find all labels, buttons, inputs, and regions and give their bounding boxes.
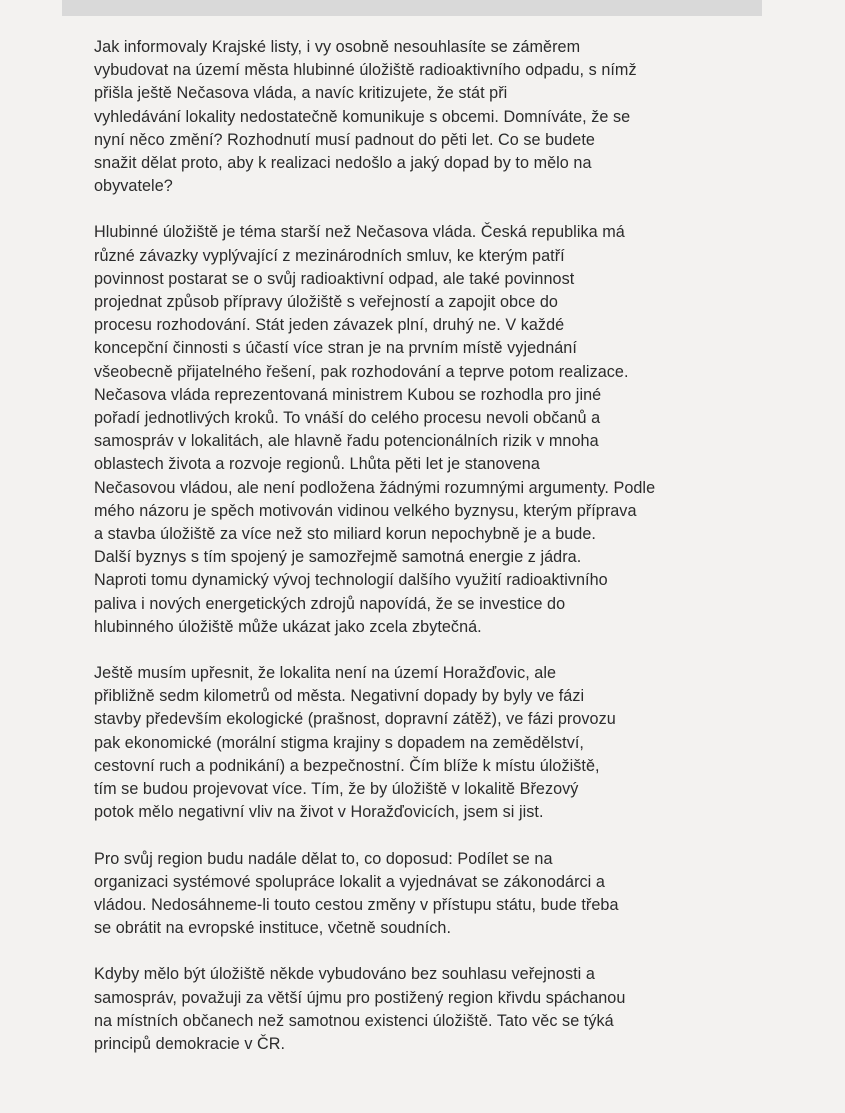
text-line: snažit dělat proto, aby k realizaci nedošlo a jaký dopad by to mělo na: [94, 154, 592, 173]
text-line: Jak informovaly Krajské listy, i vy osobně nesouhlasíte se záměrem: [94, 38, 581, 56]
text-line: tím se budou projevovat více. Tím, že by úložiště v lokalitě Březový: [94, 780, 579, 799]
text-line: potok mělo negativní vliv na život v Horažďovicích, jsem si jist.: [94, 803, 544, 822]
answer-paragraph-2: [94, 662, 734, 824]
text-line: a stavba úložiště za více než sto miliard korun nepochybně je a bude.: [94, 525, 596, 544]
text-line: Další byznys s tím spojený je samozřejmě samotná energie z jádra.: [94, 548, 582, 567]
text-line: mého názoru je spěch motivován vidinou velkého byznysu, kterým příprava: [94, 501, 637, 520]
text-line: hlubinného úložiště může ukázat jako zcela zbytečná.: [94, 617, 482, 636]
text-line: přibližně sedm kilometrů od města. Negativní dopady by byly ve fázi: [94, 687, 585, 706]
text-line: povinnost postarat se o svůj radioaktivní odpad, ale také povinnost: [94, 269, 575, 288]
question-paragraph: [94, 36, 734, 198]
text-line: oblastech života a rozvoje regionů. Lhůta pěti let je stanovena: [94, 455, 540, 474]
text-line: Nečasova vláda reprezentovaná ministrem Kubou se rozhodla pro jiné: [94, 385, 602, 404]
text-line: Naproti tomu dynamický vývoj technologií dalšího využití radioaktivního: [94, 571, 608, 590]
answer-paragraph-3: [94, 848, 734, 941]
text-line: samospráv, považuji za větší újmu pro postižený region křivdu spáchanou: [94, 988, 626, 1007]
text-line: stavby především ekologické (prašnost, dopravní zátěž), ve fázi provozu: [94, 710, 616, 729]
text-line: na místních občanech než samotnou existenci úložiště. Tato věc se týká: [94, 1011, 614, 1030]
top-scan-edge: [62, 0, 762, 16]
text-line: všeobecně přijatelného řešení, pak rozhodování a teprve potom realizace.: [94, 362, 629, 381]
text-line: Nečasovou vládou, ale není podložena žádnými rozumnými argumenty. Podle: [94, 478, 656, 497]
text-line: principů demokracie v ČR.: [94, 1034, 286, 1053]
text-line: vybudovat na území města hlubinné úložiště radioaktivního odpadu, s nímž: [94, 61, 637, 80]
text-line: projednat způsob přípravy úložiště s veřejností a zapojit obce do: [94, 293, 558, 312]
text-line: Hlubinné úložiště je téma starší než Nečasova vláda. Česká republika má: [94, 223, 625, 242]
text-line: procesu rozhodování. Stát jeden závazek plní, druhý ne. V každé: [94, 316, 565, 335]
text-line: vyhledávání lokality nedostatečně komunikuje s obcemi. Domníváte, že se: [94, 107, 631, 126]
text-line: různé závazky vyplývající z mezinárodních smluv, ke kterým patří: [94, 246, 565, 265]
article-body: [94, 36, 734, 1079]
text-line: paliva i nových energetických zdrojů napovídá, že se investice do: [94, 594, 566, 613]
text-line: cestovní ruch a podnikání) a bezpečnostní. Čím blíže k místu úložiště,: [94, 756, 600, 775]
text-line: Ještě musím upřesnit, že lokalita není na území Horažďovic, ale: [94, 664, 557, 683]
text-line: Kdyby mělo být úložiště někde vybudováno bez souhlasu veřejnosti a: [94, 965, 595, 984]
text-line: pořadí jednotlivých kroků. To vnáší do celého procesu nevoli občanů a: [94, 409, 601, 428]
text-line: koncepční činnosti s účastí více stran je na prvním místě vyjednání: [94, 339, 577, 358]
text-line: přišla ještě Nečasova vláda, a navíc kritizujete, že stát při: [94, 84, 508, 103]
text-line: pak ekonomické (morální stigma krajiny s dopadem na zemědělství,: [94, 733, 584, 752]
text-line: organizaci systémové spolupráce lokalit a vyjednávat se zákonodárci a: [94, 872, 605, 891]
text-line: samospráv v lokalitách, ale hlavně řadu potencionálních rizik v mnoha: [94, 432, 599, 451]
text-line: obyvatele?: [94, 177, 173, 196]
text-line: nyní něco změní? Rozhodnutí musí padnout do pěti let. Co se budete: [94, 130, 595, 149]
text-line: se obrátit na evropské instituce, včetně soudních.: [94, 919, 452, 938]
answer-paragraph-1: [94, 221, 734, 639]
text-line: Pro svůj region budu nadále dělat to, co doposud: Podílet se na: [94, 849, 553, 868]
text-line: vládou. Nedosáhneme-li touto cestou změny v přístupu státu, bude třeba: [94, 895, 619, 914]
answer-paragraph-4: [94, 963, 734, 1056]
